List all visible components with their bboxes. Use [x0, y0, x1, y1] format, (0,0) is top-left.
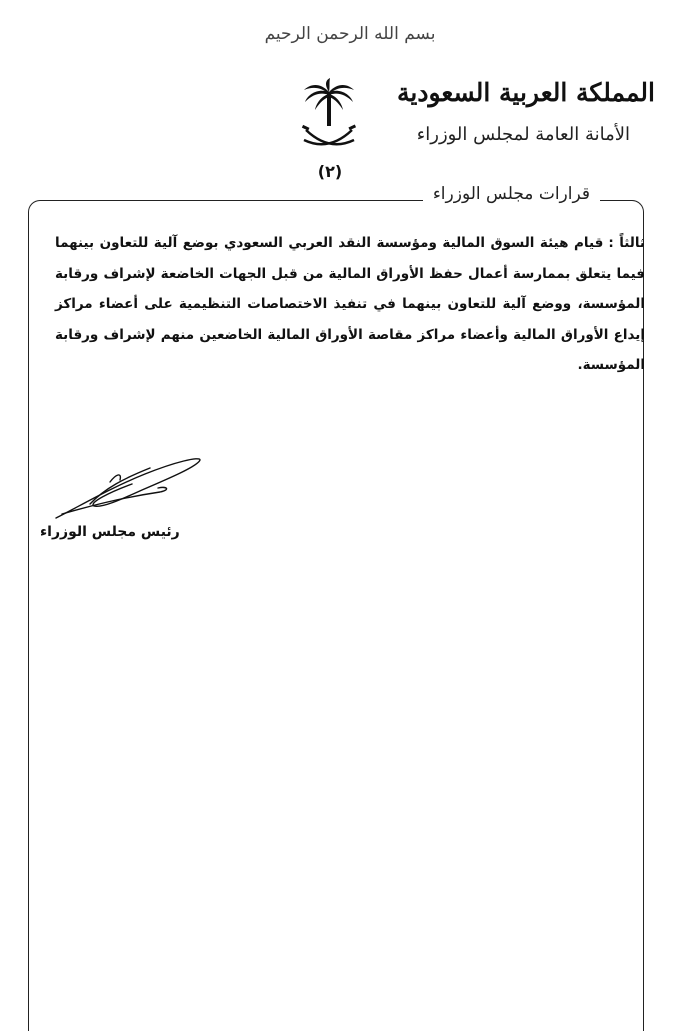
basmala: بسم الله الرحمن الرحيم — [264, 24, 436, 44]
clause-label: ثالثاً : — [608, 235, 645, 251]
clause-paragraph — [55, 228, 645, 381]
handwritten-signature-icon — [50, 448, 230, 528]
section-label: قرارات مجلس الوزراء — [423, 184, 600, 204]
kingdom-title: المملكة العربية السعودية — [396, 78, 655, 107]
palm-and-swords-emblem-icon — [296, 78, 362, 158]
page-number: (٢) — [317, 162, 343, 181]
secretariat-title: الأمانة العامة لمجلس الوزراء — [416, 124, 630, 145]
signatory-title: رئيس مجلس الوزراء — [40, 524, 180, 540]
clause-text: قيام هيئة السوق المالية ومؤسسة النقد العربي السعودي بوضع آلية للتعاون بينهما فيما يتعلق بممارسة أعمال حفظ الأوراق المالية من قبل الجهات الخاضعة لإشراف ورقابة المؤسسة، ووضع آلية للتعاون بينهما في تنفيذ الاختصاصات التنظيمية على أعضاء مراكز إيداع الأوراق المالية وأعضاء مراكز مقاصة الأوراق المالية الخاضعين منهم لإشراف ورقابة المؤسسة. — [55, 235, 645, 373]
